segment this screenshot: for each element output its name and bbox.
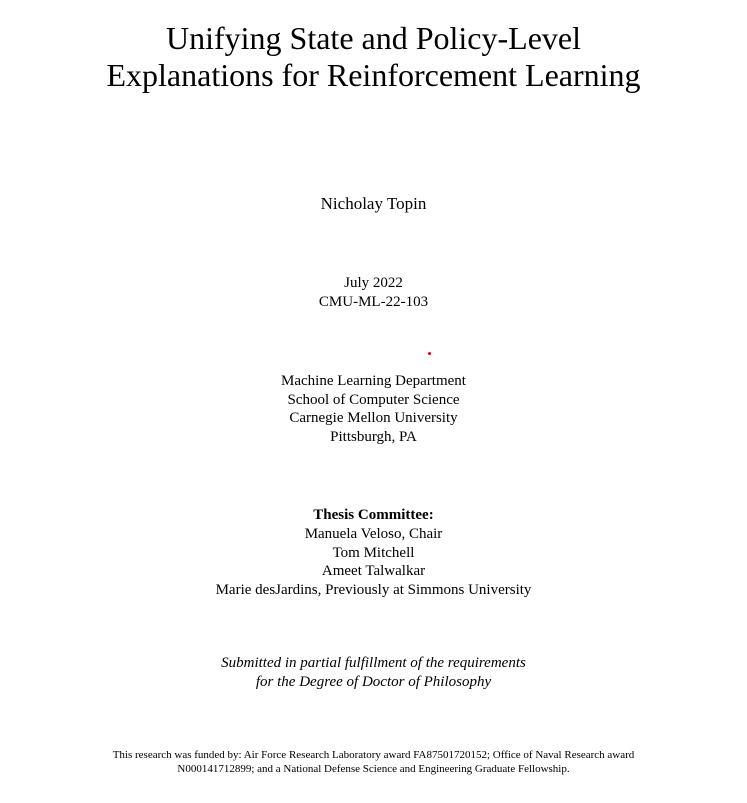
report-date: July 2022 xyxy=(344,275,403,291)
title-line-2: Explanations for Reinforcement Learning xyxy=(106,57,641,93)
funding-line-1: This research was funded by: Air Force Research Laboratory award FA87501720152; Office of Naval Research award xyxy=(112,749,635,761)
report-meta xyxy=(0,274,747,311)
committee-member: Ameet Talwalkar xyxy=(321,563,426,580)
thesis-committee xyxy=(0,506,747,600)
author-name: Nicholay Topin xyxy=(320,194,427,213)
location: Pittsburgh, PA xyxy=(330,428,417,445)
title-line-1: Unifying State and Policy-Level xyxy=(165,20,581,56)
school-name: School of Computer Science xyxy=(287,391,460,408)
affiliation-block xyxy=(0,372,747,446)
committee-member: Tom Mitchell xyxy=(332,544,415,561)
committee-heading: Thesis Committee: xyxy=(313,507,434,523)
submission-statement xyxy=(0,654,747,692)
department-name: Machine Learning Department xyxy=(281,373,466,389)
funding-note xyxy=(0,748,747,776)
funding-line-2: N000141712899; and a National Defense Science and Engineering Graduate Fellowship. xyxy=(177,763,570,775)
committee-member: Manuela Veloso, Chair xyxy=(304,525,443,542)
report-number: CMU-ML-22-103 xyxy=(318,293,429,310)
submission-line-2: for the Degree of Doctor of Philosophy xyxy=(255,674,492,690)
committee-member: Marie desJardins, Previously at Simmons University xyxy=(215,582,532,599)
red-marker-dot xyxy=(428,352,431,355)
university-name: Carnegie Mellon University xyxy=(289,410,458,426)
page-title xyxy=(0,20,747,94)
submission-line-1: Submitted in partial fulfillment of the requirements xyxy=(221,655,526,671)
